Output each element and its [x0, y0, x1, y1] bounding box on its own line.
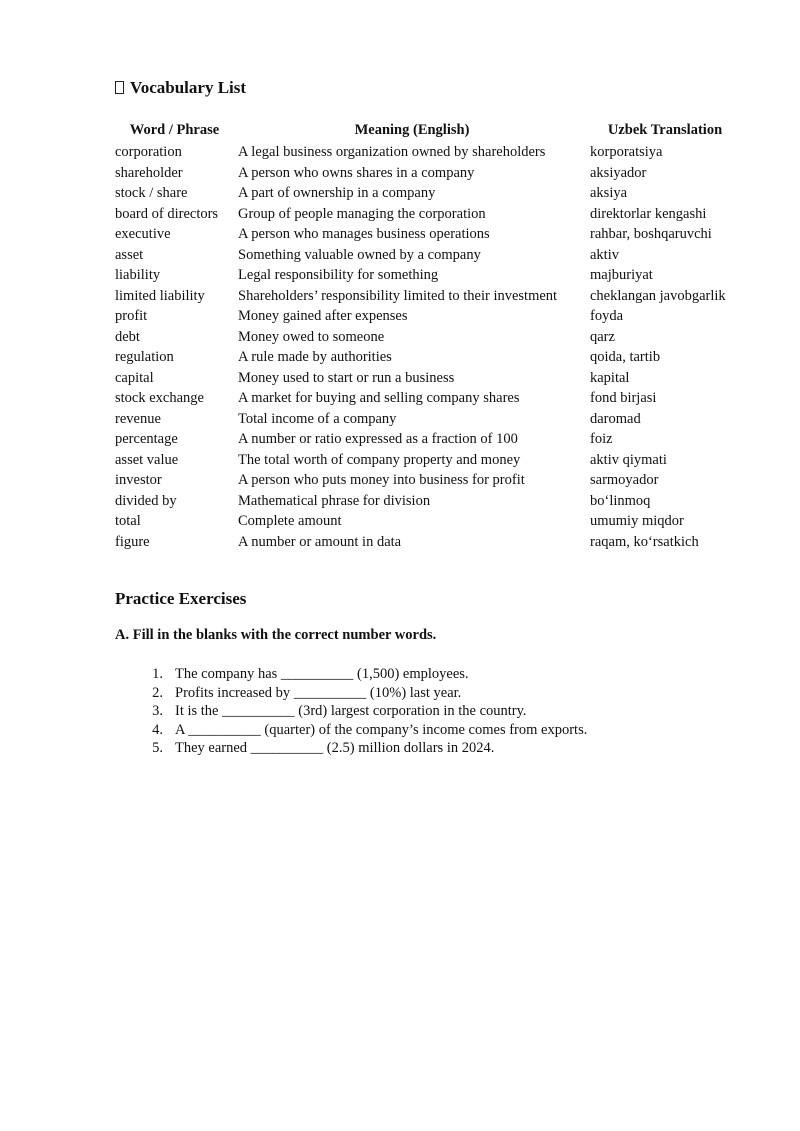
uzbek-cell: aktiv [590, 246, 619, 263]
table-row [113, 245, 742, 266]
exercise-text: They earned __________ (2.5) million dollars in 2024. [175, 740, 495, 756]
word-cell: profit [115, 308, 148, 325]
uzbek-cell: aksiya [590, 185, 628, 202]
list-number: 1. [152, 666, 163, 682]
table-row [113, 429, 742, 450]
meaning-cell: A person who manages business operations [238, 226, 490, 243]
table-row [113, 142, 742, 163]
word-cell: liability [115, 267, 161, 284]
table-row [113, 532, 742, 553]
table-row [113, 511, 742, 532]
meaning-cell: Group of people managing the corporation [238, 205, 486, 222]
meaning-cell: A part of ownership in a company [238, 185, 436, 202]
list-item [115, 665, 587, 684]
meaning-cell: A legal business organization owned by shareholders [238, 144, 546, 161]
list-item [115, 721, 587, 740]
table-row [113, 450, 742, 471]
table-row [113, 409, 742, 430]
header-uzbek-translation: Uzbek Translation [607, 122, 723, 138]
list-number: 3. [152, 703, 163, 719]
uzbek-cell: cheklangan javobgarlik [590, 287, 726, 304]
uzbek-cell: korporatsiya [590, 144, 663, 161]
word-cell: total [115, 513, 141, 530]
table-row [113, 491, 742, 512]
table-row [113, 204, 742, 225]
table-row [113, 368, 742, 389]
uzbek-cell: rahbar, boshqaruvchi [590, 226, 712, 243]
uzbek-cell: qoida, tartib [590, 349, 661, 366]
word-cell: regulation [115, 349, 174, 366]
uzbek-cell: umumiy miqdor [590, 513, 684, 530]
vocabulary-heading-text: Vocabulary List [130, 78, 247, 97]
meaning-cell: Money owed to someone [238, 328, 385, 345]
meaning-cell: A number or ratio expressed as a fraction of 100 [238, 431, 518, 448]
meaning-cell: A person who puts money into business for profit [238, 472, 525, 489]
meaning-cell: A rule made by authorities [238, 349, 392, 366]
word-cell: limited liability [115, 287, 205, 304]
list-item [115, 739, 587, 758]
uzbek-cell: foiz [590, 431, 613, 448]
vocabulary-table-body [113, 142, 742, 552]
table-header-row [113, 118, 742, 142]
meaning-cell: Money used to start or run a business [238, 369, 455, 386]
meaning-cell: Complete amount [238, 513, 342, 530]
meaning-cell: Shareholders’ responsibility limited to their investment [238, 287, 558, 304]
meaning-cell: Something valuable owned by a company [238, 246, 481, 263]
uzbek-cell: aksiyador [590, 164, 647, 181]
meaning-cell: Total income of a company [238, 410, 397, 427]
word-cell: debt [115, 328, 140, 345]
table-row [113, 286, 742, 307]
exercise-text: Profits increased by __________ (10%) last year. [175, 684, 462, 701]
meaning-cell: Mathematical phrase for division [238, 492, 431, 509]
word-cell: stock / share [115, 185, 188, 202]
missing-glyph-icon [115, 81, 124, 94]
word-cell: capital [115, 369, 154, 386]
word-cell: asset value [115, 451, 179, 468]
uzbek-cell: sarmoyador [590, 472, 659, 489]
table-row [113, 183, 742, 204]
uzbek-cell: daromad [590, 410, 641, 427]
uzbek-cell: bo‘linmoq [590, 492, 651, 509]
table-row [113, 388, 742, 409]
word-cell: investor [115, 472, 162, 489]
vocabulary-table [113, 118, 742, 552]
word-cell: percentage [115, 431, 178, 448]
list-number: 5. [152, 740, 163, 756]
uzbek-cell: direktorlar kengashi [590, 205, 707, 222]
uzbek-cell: kapital [590, 369, 630, 386]
table-row [113, 163, 742, 184]
uzbek-cell: raqam, ko‘rsatkich [590, 533, 699, 550]
exercise-text: It is the __________ (3rd) largest corporation in the country. [175, 703, 527, 719]
header-word-phrase: Word / Phrase [129, 122, 220, 138]
meaning-cell: A market for buying and selling company shares [238, 390, 520, 407]
exercise-a-title: A. Fill in the blanks with the correct number words. [115, 627, 437, 643]
uzbek-cell: fond birjasi [590, 390, 657, 407]
exercise-a-list [115, 665, 587, 758]
exercise-text: A __________ (quarter) of the company’s income comes from exports. [175, 721, 588, 738]
table-row [113, 224, 742, 245]
meaning-cell: A number or amount in data [238, 533, 402, 550]
list-item [115, 684, 587, 703]
meaning-cell: Money gained after expenses [238, 308, 408, 325]
word-cell: divided by [115, 492, 177, 509]
table-row [113, 327, 742, 348]
list-item [115, 702, 587, 721]
word-cell: corporation [115, 144, 182, 161]
table-row [113, 347, 742, 368]
list-number: 2. [152, 684, 163, 701]
word-cell: board of directors [115, 205, 219, 222]
exercise-text: The company has __________ (1,500) employees. [175, 666, 469, 682]
list-number: 4. [152, 721, 163, 738]
meaning-cell: A person who owns shares in a company [238, 164, 475, 181]
word-cell: stock exchange [115, 390, 204, 407]
word-cell: executive [115, 226, 171, 243]
word-cell: figure [115, 533, 150, 550]
uzbek-cell: qarz [590, 328, 615, 345]
table-row [113, 306, 742, 327]
uzbek-cell: majburiyat [590, 267, 653, 284]
meaning-cell: The total worth of company property and money [238, 451, 521, 468]
uzbek-cell: aktiv qiymati [590, 451, 667, 468]
vocabulary-heading [115, 78, 246, 98]
uzbek-cell: foyda [590, 308, 624, 325]
table-row [113, 470, 742, 491]
word-cell: revenue [115, 410, 161, 427]
table-row [113, 265, 742, 286]
meaning-cell: Legal responsibility for something [238, 267, 439, 284]
header-meaning-english: Meaning (English) [354, 122, 470, 138]
practice-exercises-heading: Practice Exercises [115, 589, 247, 608]
word-cell: shareholder [115, 164, 183, 181]
word-cell: asset [115, 246, 144, 263]
